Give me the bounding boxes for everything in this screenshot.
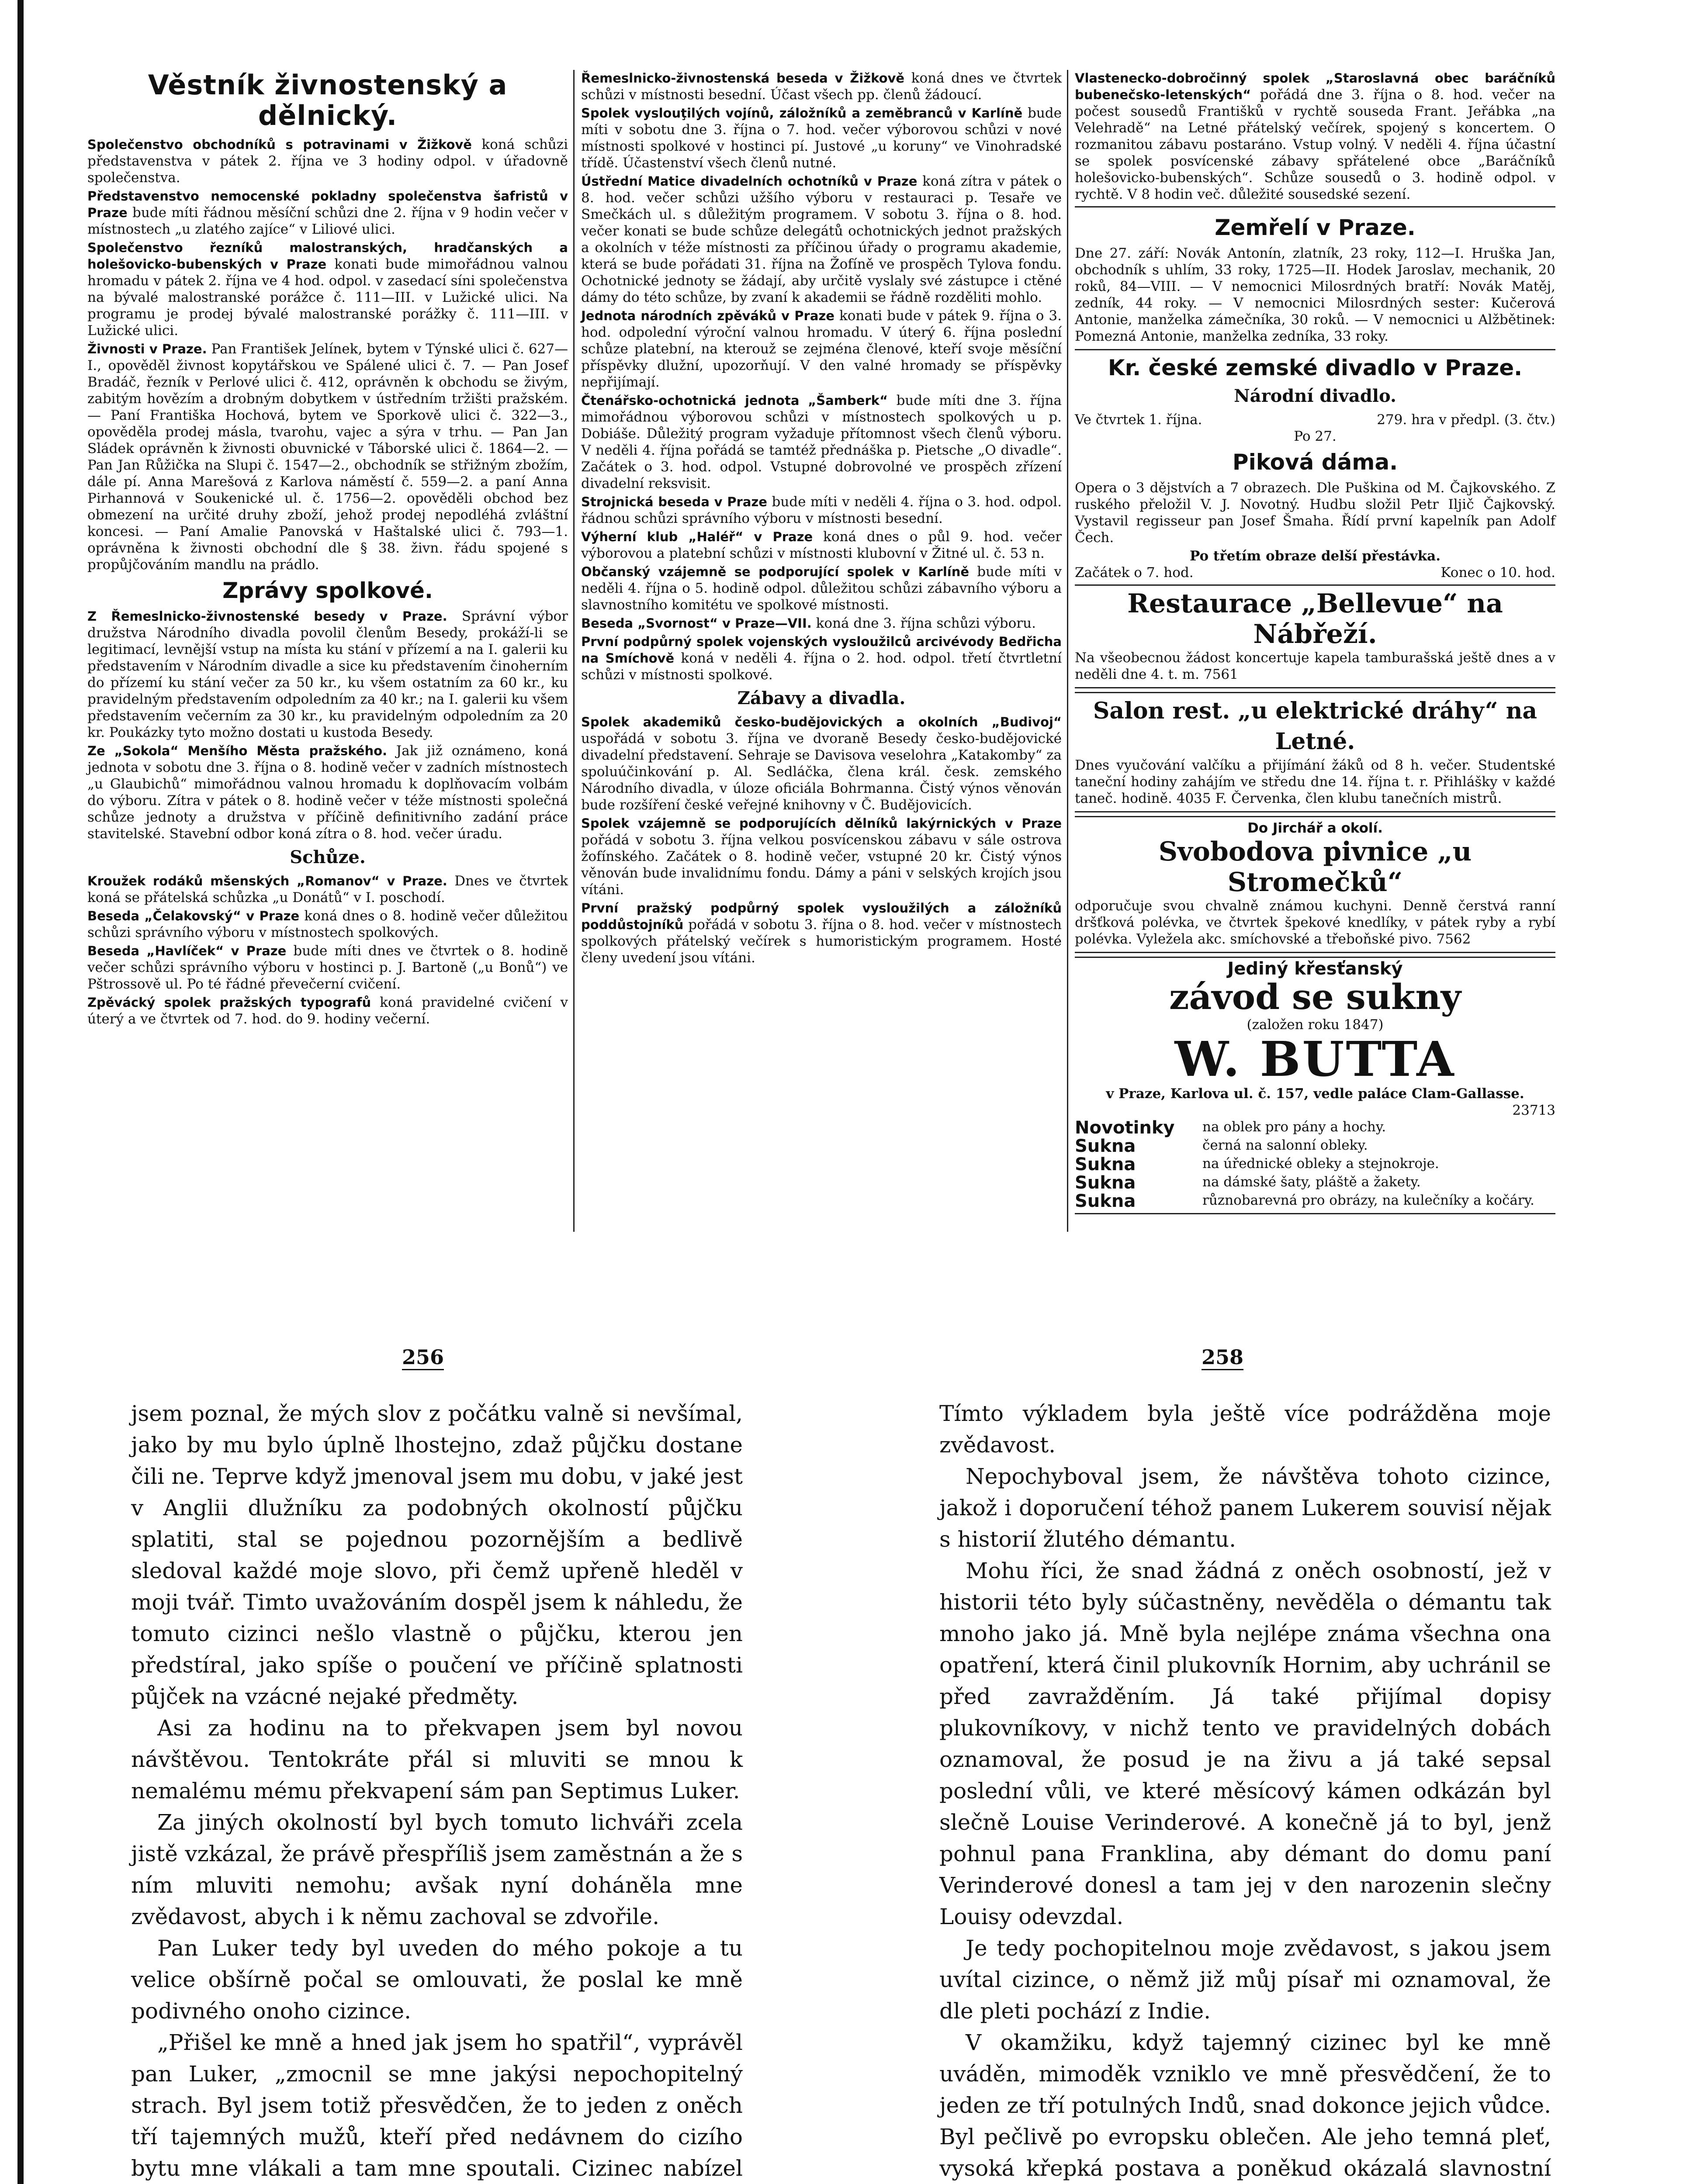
masthead: Věstník živnostenský a dělnický. [148, 69, 508, 131]
ad-salon: Salon rest. „u elektrické dráhy“ na Letné. Dnes vyučování valčíku a přijímání žáků od 8 h. večer. Studentské taneční hodiny zahájím ve středu dne 14. října t. r. Přihlášky v každé taneč. hodině. 4035 F. Červenka, člen klubu tanečních mistrů. [1075, 692, 1555, 812]
ad-svobodova: Do Jirchář a okolí. Svobodova pivnice „u Stromečků“ odporučuje svou chvalně známou kuchyni. Denně čerstvá ranní dršťková polévka, ve čtvrtek špekové knedlíky, v pátek ryby a rybí polévka. Vyležela akc. smíchovské a třeboňské pivo. 7562 [1075, 816, 1555, 953]
column-1-items [87, 136, 568, 573]
newspaper-column-1 [87, 70, 568, 1029]
theatre-text: Opera o 3 dějstvích a 7 obrazech. Dle Puškina od M. Čajkovského. Z ruského přeložil V. J. Novotný. Hudbu složil Petr Iljič Čajkovský. Vystavil regisseur pan Josef Šmaha. Řídí první kapelník pan Adolf Čech. [1075, 480, 1555, 546]
book-paragraph: Asi za hodinu na to překvapen jsem byl novou návštěvou. Tentokráte přál si mluviti se mnou k nemalému mému překvapení sám pan Septimus Luker. [131, 1715, 743, 1804]
column-1-items-3 [87, 873, 568, 1027]
notice-item: Čtenářsko-ochotnická jednota „Šamberk“ bude míti dne 3. října mimořádnou výborovou schůzi v místnostech spolkových u p. Dobiáše. Důležitý program vyžaduje přítomnost všech členů výboru. V neděli 4. října pořádá se tamtéž přednáška p. Pietsche „O divadle“. Začátek o 3. hod. odpol. Vstupné dobrovolné ve prospěch zřízení divadelní reksvisit. [581, 393, 1062, 491]
ad-line: Sukna na dámské šaty, pláště a žakety. [1075, 1173, 1421, 1193]
notice-item: Kroužek rodáků mšenských „Romanov“ v Praze. Dnes ve čtvrtek koná se přátelská schůzka „u Donátů“ v I. poschodí. [87, 873, 568, 905]
column-2-items-2 [581, 714, 1062, 966]
ad-line: Novotinky na oblek pro pány a hochy. [1075, 1118, 1386, 1138]
notice-item: Beseda „Svornost“ v Praze—VII. koná dne 3. října schůzi výboru. [581, 615, 1036, 631]
page-number-right: 258 [1202, 1345, 1243, 1370]
column-divider [1067, 70, 1068, 1232]
notice-item: Řemeslnicko-živnostenská beseda v Žižkově koná dnes ve čtvrtek schůzi v místnosti besední. Účast všech pp. členů žádoucí. [581, 70, 1062, 103]
notice-item: První podpůrný spolek vojenských vysloužilců arcivévody Bedřicha na Smíchově koná v neděli 4. října o 2. hod. odpol. třetí čtvrtletní schůzi v místnosti spolkové. [581, 634, 1062, 683]
theatre-subtitle: Národní divadlo. [1234, 386, 1396, 406]
ad-bellevue: Restaurace „Bellevue“ na Nábřeží. Na všeobecnou žádost koncertuje kapela tamburašská ještě dnes a v neděli dne 4. t. m. 7561 [1075, 584, 1555, 688]
notice-item: Beseda „Čelakovský“ v Praze koná dnes o 8. hodině večer důležitou schůzi správního výboru v místnostech spolkových. [87, 908, 568, 940]
ad-line: Sukna černá na salonní obleky. [1075, 1136, 1368, 1156]
section-title: Zprávy spolkové. [222, 578, 433, 603]
book-paragraph: V okamžiku, když tajemný cizinec byl ke mně uváděn, mimoděk vzniklo ve mně přesvědčení, že to jeden ze tří potulných Indů, snad dokonce jejich vůdce. Byl pečlivě po evropsku oblečen. Ale jeho temná pleť, vysoká křepká postava a poněkud okázalá slavnostní [939, 2030, 1551, 2181]
book-paragraph: Je tedy pochopitelnou moje zvědavost, s jakou jsem uvítal cizince, o němž již můj písař mi oznamoval, že dle pleti pochází z Indie. [939, 1935, 1551, 2024]
theatre-line: Po 27. [1294, 429, 1337, 444]
notice-item: Strojnická beseda v Praze bude míti v neděli 4. října o 3. hod. odpol. řádnou schůzi správního výboru v místnosti besední. [581, 494, 1062, 526]
notice-item: Jednota národních zpěváků v Praze konati bude v pátek 9. října o 3. hod. odpolední výroční valnou hromadu. V úterý 6. října poslední schůze platební, na kterouž se zejména členové, kteří svoje měsíční příspěvky dlužní, upozorňují. V den valné hromady se příspěvky nepřijímají. [581, 308, 1062, 390]
column-1-items-2 [87, 608, 568, 842]
book-paragraph: Za jiných okolností byl bych tomuto lichváři zcela jistě vzkázal, že právě přespříliš jsem zaměstnán a že s ním mluviti nemohu; avšak nyní doháněla mne zvědavost, abych i k němu zachoval se zdvořile. [131, 1810, 743, 1929]
book-text-right [939, 1398, 1551, 2184]
notice-item: Představenstvo nemocenské pokladny společenstva šafristů v Praze bude míti řádnou měsíční schůzi dne 2. října v 9 hodin večer v místnostech „u zlatého zajíce“ v Liliové ulici. [87, 189, 568, 237]
column-2-items [581, 70, 1062, 683]
notice-item: Ústřední Matice divadelních ochotníků v Praze koná zítra v pátek o 8. hod. večer schůzi užšího výboru v restauraci p. Tesaře ve Smečkách ul. s důležitým programem. V sobotu 3. října o 8. hod. večer konati se bude schůze delegátů ochotnických jednot pražských a okolních v téže místnosti za příčinou úřady o programu akademie, která se bude pořádati 31. října na Žofíně ve prospěch Tylova fondu. Ochotnické jednoty se žádají, aby určitě vyslaly své zástupce i ctěné dámy do této schůze, by zvaní k akademii se řádně rozděliti mohlo. [581, 173, 1062, 305]
notice-item: Spolek vyslouţilých vojínů, záložníků a zeměbranců v Karlíně bude míti v sobotu dne 3. října o 7. hod. večer výborovou schůzi v nové místnosti spolkové v hostinci pí. Justové „u koruny“ ve Vinohradské třídě. Účastenství všech členů nutné. [581, 105, 1062, 171]
deaths-text: Dne 27. září: Novák Antonín, zlatník, 23 roky, 112—I. Hruška Jan, obchodník s uhlím, 33 roky, 1725—II. Hodek Jaroslav, mechanik, 20 roků, 84—VIII. — V nemocnici Milosrdných bratří: Novák Matěj, zedník, 44 roky. — V nemocnici Milosrdných sester: Kučerová Antonie, manželka zámečníka, 30 roků. — V nemocnici u Alžbětinek: Pomezná Antonie, manželka zedníka, 33 roky. [1075, 245, 1555, 344]
notice-item: Ze „Sokola“ Menšího Města pražského. Jak již oznámeno, koná jednota v sobotu dne 3. října o 8. hodině večer v zadních místnostech „u Glaubichů“ mimořádnou valnou hromadu k doplňovacím volbám do výboru. Zítra v pátek o 8. hodině večer v téže místnosti společná schůze jednoty a družstva v příčině definitivního zadání práce stavitelské. Stavební odbor koná zítra o 8. hod. večer úradu. [87, 743, 568, 842]
notice-item: Společenstvo řezníků malostranských, hradčanských a holešovicko-bubenských v Praze konati bude mimořádnou valnou hromadu v pátek 2. října ve 4 hod. odpol. v zasedací síni společenstva na bývalé malostranské porážce č. 111—III. v Lužické ulici. Na programu je prodej bývalé malostranské porážky č. 111—III. v Lužické ulici. [87, 240, 568, 339]
theatre-title: Kr. české zemské divadlo v Praze. [1108, 355, 1523, 380]
theatre-note: Po třetím obraze delší přestávka. [1189, 548, 1441, 564]
book-paragraph: Tímto výkladem byla ještě více podrážděna moje zvědavost. [939, 1401, 1551, 1458]
notice-item: Živnosti v Praze. Pan František Jelínek, bytem v Týnské ulici č. 627—I., opověděl živnost kopytářskou ve Spálené ulici č. 7. — Pan Josef Bradáč, řezník v Perlové ulici č. 412, oprávněn k obchodu se živým, zabitým hovězím a drobným dobytkem v ústředním tržišti pražském. — Paní Františka Hochová, bytem ve Sporkově ulici č. 322—3., opověděla prodej másla, tvarohu, vajec a sýra v trhu. — Pan Jan Sládek oprávněn k živnosti obuvnické v Táborské ulici č. 1864—2. — Pan Jan Růžička na Slupi č. 1547—2., obchodník se střižným zbožím, dále pí. Anna Marešová z Karlova náměstí č. 559—2. a paní Anna Pirhannová v Soukenické ul. č. 1756—2. opověděli obchod bez obmezení na určité druhy zboží, jehož prodej nepodléhá zvláštní koncesi. — Paní Amalie Panovská v Haštalské ulici č. 793—1. oprávněna k živnosti obchodní dle § 38. živn. řádu spojené s propůjčováním mandlu na prádlo. [87, 341, 568, 573]
newspaper-column-2 [581, 70, 1062, 968]
newspaper-column-3 [1075, 70, 1555, 1218]
book-paragraph: „Přišel ke mně a hned jak jsem ho spatřil“, vyprávěl pan Luker, „zmocnil se mne jakýsi nepochopitelný strach. Byl jsem totiž přesvědčen, že to jeden z oněch tří tajemných mužů, kteří před nedávnem do cizího bytu mne vlákali a tam mne spoutali. Cizinec nabízel [131, 2030, 743, 2181]
notice-item: Výherní klub „Haléř“ v Praze koná dnes o půl 9. hod. večer výborovou a platební schůzi v místnosti klubovní v Žitné ul. č. 53 n. [581, 529, 1062, 561]
play-title: Piková dáma. [1232, 449, 1398, 475]
book-paragraph: Nepochyboval jsem, že návštěva tohoto cizince, jakož i doporučení téhož panem Lukerem souvisí nějak s historií žlutého démantu. [939, 1464, 1551, 1552]
notice-item: První pražský podpůrný spolek vysloužilých a záložníků poddůstojníků pořádá v sobotu 3. října o 8. hod. večer v místnostech spolkových přátelský večírek s humoristickým programem. Hosté členy uvedení jsou vítáni. [581, 901, 1062, 966]
section-title-2: Zábavy a divadla. [737, 688, 906, 708]
book-paragraph: Mohu říci, že snad žádná z oněch osobností, jež v historii této byly súčastněny, nevěděla o démantu tak mnoho jako já. Mně byla nejlépe známa všechna ona opatření, která činil plukovník Hornim, aby uchránil se před zavražděním. Já také přijímal dopisy plukovníkovy, v nichž tento ve pravidelných dobách oznamoval, že posud je na živu a já také sepsal poslední vůli, ve které měsícový kámen odkázán byl slečně Louise Verinderové. A konečně já to byl, jenž pohnul pana Franklina, aby démant do domu paní Verinderové donesl a tam jej v den narozenin slečny Louisy odevzdal. [939, 1558, 1551, 1929]
ad-line: Sukna na úřednické obleky a stejnokroje. [1075, 1154, 1439, 1175]
deaths-title: Zemřelí v Praze. [1215, 215, 1416, 240]
subsection-title: Schůze. [290, 847, 366, 867]
notice-item: Zpěvácký spolek pražských typografů koná pravidelné cvičení v úterý a ve čtvrtek od 7. hod. do 9. hodiny večerní. [87, 995, 568, 1027]
notice-item: Spolek akademiků česko-budějovických a okolních „Budivoj“ uspořádá v sobotu 3. října ve dvoraně Besedy česko-budějovické divadelní představení. Sehraje se Davisova veselohra „Katakomby“ za spoluúčinkování p. Al. Sedláčka, člena král. česk. zemského Národního divadla, v úloze oficiála Bohrmanna. Čistý výnos věnován bude rozšíření české veřejné knihovny v Č. Budějovicích. [581, 715, 1062, 813]
notice-item: Společenstvo obchodníků s potravinami v Žižkově koná schůzi představenstva v pátek 2. října ve 3 hodiny odpol. v úřadovně společenstva. [87, 137, 568, 186]
ad-butta: Jediný křesťanský závod se sukny (založen roku 1847) W. BUTTA v Praze, Karlova ul. č. 157, vedle paláce Clam-Gallasse. 23713 Novotinky na oblek pro pány a hochy. Sukna černá na salonní obleky. Sukna na úřednické obleky a stejnokroje. Sukna na dámské šaty, pláště a žakety. Sukna různobarevná pro obrázy, na kulečníky a kočáry. [1075, 957, 1555, 1214]
notice-item: Spolek vzájemně se podporujících dělníků lakýrnických v Praze pořádá v sobotu 3. října velkou posvícenskou zábavu v sále ostrova žofínského. Začátek o 8. hodině večer, vstupné 20 kr. Čistý výnos věnován bude invalidnímu fondu. Dámy a páni v selských krojích jsou vítáni. [581, 816, 1062, 898]
notice-item: Z Řemeslnicko-živnostenské besedy v Praze. Správní výbor družstva Národního divadla povolil členům Besedy, prokáží-li se legitimací, levnější vstup na místa ku stání v přízemí a na I. galerii ku představením v Národním divadle a sice ku představením činoherním do přízemí ku stání večer za 50 kr., ku všem ostatním za 60 kr., ku pravidelným představením odpoledním za 40 kr.; na I. galerii ku všem představením večerním za 30 kr., ku pravidelným odpoledním za 20 kr. Poukázky tyto možno dostati u kustoda Besedy. [87, 608, 568, 740]
notice-item: Vlastenecko-dobročinný spolek „Staroslavná obec baráčníků bubenečsko-letenských“ pořádá dne 3. října o 8. hod. večer na počest sousedů Františků v rychtě souseda Frant. Jeřábka „na Velehradě“ na Letné přátelský večírek, spojený s koncertem. O rozmanitou zábavu postaráno. Vstup volný. V neděli 4. října účastní se spolek posvícenské zábavy spřátelené obce „Baráčníků holešovicko-bubenských“. Schůze sousedů o 3. hodině odpol. v rychtě. V 8 hodin več. důležité sousedské sezení. [1075, 71, 1555, 202]
book-text-left [131, 1398, 743, 2184]
notice-item: Beseda „Havlíček“ v Praze bude míti dnes ve čtvrtek o 8. hodině večer schůzi správního výboru v hostinci p. J. Bartoně („u Bonů“) ve Pštrossově ul. Po té řádné převečerní cvičení. [87, 943, 568, 992]
ad-line: Sukna různobarevná pro obrázy, na kulečníky a kočáry. [1075, 1191, 1534, 1211]
notice-item: Občanský vzájemně se podporující spolek v Karlíně bude míti v neděli 4. října o 5. hodině odpol. důležitou schůzi zábavního výboru a slavnostního komitétu ve spolkové místnosti. [581, 564, 1062, 613]
book-paragraph: Pan Luker tedy byl uveden do mého pokoje a tu velice obšírně počal se omlouvati, že poslal ke mně podivného onoho cizince. [131, 1935, 743, 2024]
theatre-times: Začátek o 7. hod. Konec o 10. hod. [1075, 565, 1555, 581]
theatre-date-row: Ve čtvrtek 1. října. 279. hra v předpl. (3. čtv.) [1075, 412, 1555, 428]
book-paragraph: jsem poznal, že mých slov z počátku valně si nevšímal, jako by mu bylo úplně lhostejno, zdaž půjčku dostane čili ne. Teprve když jmenoval jsem mu dobu, v jaké jest v Anglii dlužníku za podobných okolností půjčku splatiti, stal se pojednou pozornějším a bedlivě sledoval každé moje slovo, při čemž upřeně hleděl v moji tvář. Timto uvažováním dospěl jsem k náhledu, že tomuto cizinci nešlo vlastně o půjčku, kterou jen předstíral, jako spíše o poučení ve příčině splatnosti půjček na vzácné nejaké předměty. [131, 1401, 743, 1709]
column-divider [573, 70, 575, 1232]
page-number-left: 256 [402, 1345, 444, 1370]
